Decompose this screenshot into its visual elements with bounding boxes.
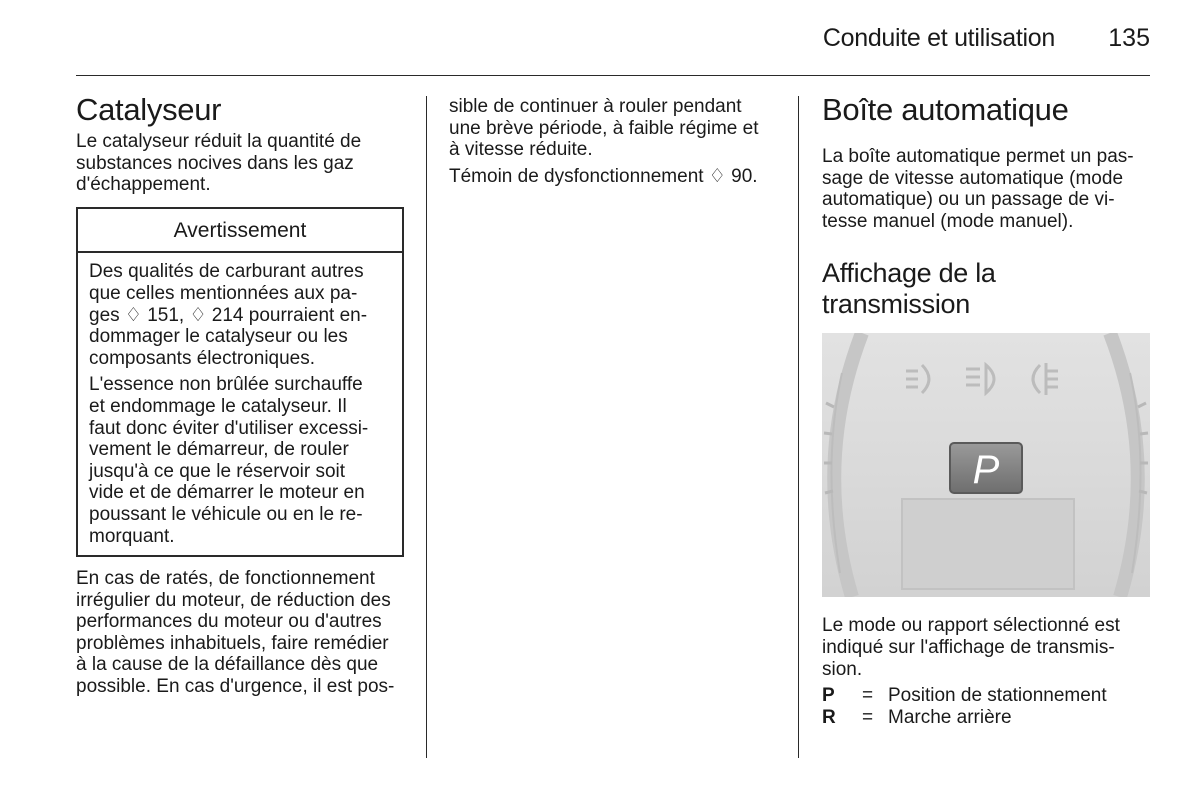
malfunction-reference[interactable] [449,166,784,188]
text-line: irrégulier du moteur, de réduction des [76,589,391,611]
transmission-display-illustration [822,333,1150,597]
text-line: En cas de ratés, de fonctionnement [76,568,375,590]
warning-paragraph-1 [89,261,392,369]
text-line: à la cause de la défaillance dès que [76,654,379,676]
legend-key: R [822,706,836,728]
text-line: faut donc éviter d'utiliser excessi- [89,417,369,439]
subsection-heading-affichage [822,258,1150,320]
text-line: indiqué sur l'affichage de transmis- [822,636,1115,658]
text-line: sible de continuer à rouler pendant [449,96,742,117]
text-line: vement le démarreur, de rouler [89,439,349,461]
text-line: une brève période, à faible régime et [449,117,759,139]
page-number: 135 [1108,24,1150,52]
text-line: vide et de démarrer le moteur en [89,482,365,504]
legend-item [822,707,1150,729]
legend-text: Position de stationnement [888,685,1107,707]
text-line: et endommage le catalyseur. Il [89,395,347,417]
text-line: substances nocives dans les gaz [76,152,354,174]
text-line: à vitesse réduite. [449,139,593,161]
column-1 [76,92,412,698]
text-line: jusqu'à ce que le réservoir soit [89,460,346,482]
text-line: d'échappement. [76,174,211,196]
header-rule [76,75,1150,76]
legend-item [822,685,1150,707]
text-line: Le mode ou rapport sélectionné est [822,615,1120,637]
warning-title: Avertissement [78,209,402,254]
text-line: dommager le catalyseur ou les [89,326,348,348]
catalyseur-after-paragraph [76,568,412,698]
legend-equals: = [862,706,874,728]
text-line: morquant. [89,525,175,547]
section-heading-boite-automatique: Boîte automatique [822,92,1069,127]
text-line: ges ♢ 151, ♢ 214 pourraient en- [89,304,368,326]
warning-paragraph-2 [89,374,392,547]
text-line: possible. En cas d'urgence, il est pos- [76,676,395,698]
gear-letter: P [972,448,1000,493]
text-line: Affichage de la [822,258,996,289]
column-divider-2 [798,96,799,758]
warning-box [76,207,404,557]
text-line: poussant le véhicule ou en le re- [89,503,363,525]
text-line: performances du moteur ou d'autres [76,611,382,633]
text-line: tesse manuel (mode manuel). [822,210,1074,232]
text-line: sion. [822,658,863,680]
text-line: composants électroniques. [89,347,316,369]
catalyseur-intro [76,131,412,196]
text-line: que celles mentionnées aux pa- [89,282,358,304]
text-line: Le catalyseur réduit la quantité de [76,131,362,152]
column-divider-1 [426,96,427,758]
legend-key: P [822,685,835,707]
boite-intro [822,146,1150,232]
text-line: sage de vitesse automatique (mode [822,167,1124,189]
text-line: Témoin de dysfonctionnement ♢ 90. [449,165,758,187]
text-line: Des qualités de carburant autres [89,261,364,283]
legend-equals: = [862,685,874,707]
text-line: transmission [822,289,970,320]
column-2 [449,96,784,187]
text-line: L'essence non brûlée surchauffe [89,374,363,396]
warning-body [78,253,402,555]
page-header-title: Conduite et utilisation [822,24,1055,52]
gear-legend [822,685,1150,728]
section-heading-catalyseur: Catalyseur [76,92,222,127]
display-description [822,615,1150,680]
text-line: La boîte automatique permet un pas- [822,146,1134,167]
text-line: problèmes inhabituels, faire remédier [76,632,389,654]
text-line: automatique) ou un passage de vi- [822,189,1115,211]
continuation-paragraph [449,96,784,161]
column-3 [822,92,1150,728]
legend-text: Marche arrière [888,706,1012,728]
